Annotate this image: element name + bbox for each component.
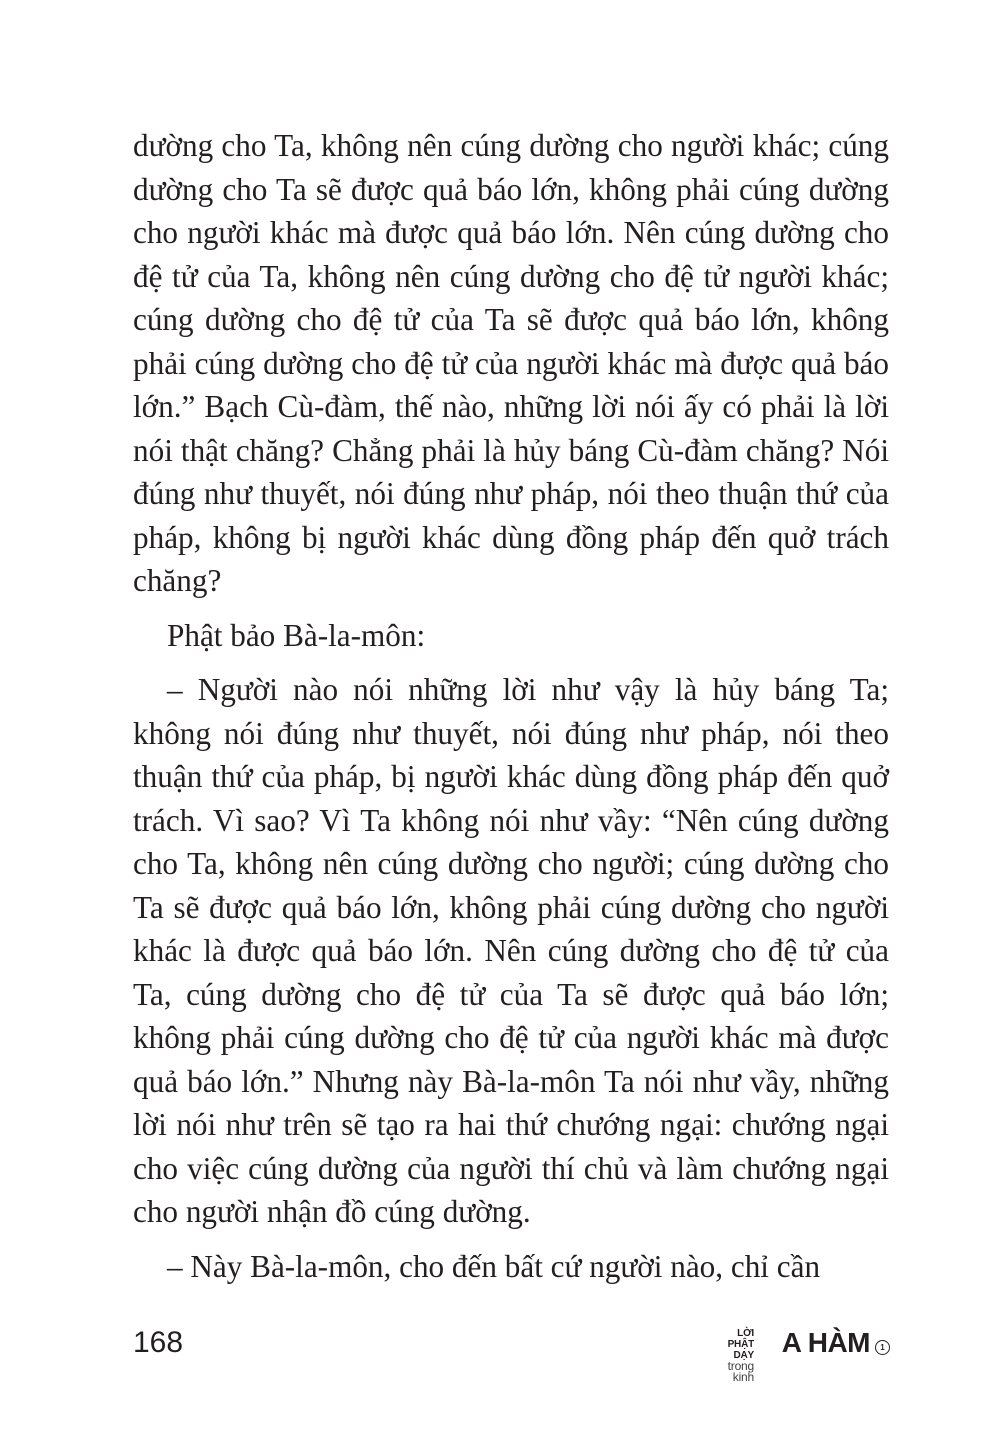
body-text — [133, 124, 889, 1299]
brand-subtitle — [728, 1328, 754, 1383]
brand-title: A HÀM — [781, 1327, 870, 1358]
paragraph-closing: – Này Bà-la-môn, cho đến bất cứ người nào, chỉ cần — [167, 1248, 821, 1284]
paragraph-buddha-reply: – Người nào nói những lời như vậy là hủy báng Ta; không nói đúng như thuyết, nói đúng như pháp, nói theo thuận thứ của pháp, bị người khác dùng đồng pháp đến quở trách. Vì sao? Vì Ta không nói như vầy: “Nên cúng dường cho Ta, không nên cúng dường cho người; cúng dường cho Ta sẽ được quả báo lớn, không phải cúng dường cho người khác là được quả báo lớn. Nên cúng dường cho đệ tử của Ta, cúng dường cho đệ tử của Ta sẽ được quả báo lớn; không phải cúng dường cho đệ tử của người khác mà được quả báo lớn.” Nhưng này Bà-la-môn Ta nói như vầy, những lời nói như trên sẽ tạo ra hai thứ chướng ngại: chướng ngại cho việc cúng dường của người thí chủ và làm chướng ngại cho người nhận đồ cúng dường. — [133, 672, 889, 1229]
brand-line-2: trong kinh — [727, 1359, 754, 1384]
page-footer — [133, 1322, 890, 1384]
brand-line-1: LỜI PHẬT DẠY — [727, 1328, 754, 1361]
page-number: 168 — [133, 1326, 184, 1359]
volume-badge-icon: 1 — [875, 1340, 890, 1355]
paragraph-continuation: dường cho Ta, không nên cúng dường cho người khác; cúng dường cho Ta sẽ được quả báo lớn, không phải cúng dường cho người khác mà được quả báo lớn. Nên cúng dường cho đệ tử của Ta, không nên cúng dường cho đệ tử người khác; cúng dường cho đệ tử của Ta sẽ được quả báo lớn, không phải cúng dường cho đệ tử của người khác mà được quả báo lớn.” Bạch Cù-đàm, thế nào, những lời nói ấy có phải là lời nói thật chăng? Chẳng phải là hủy báng Cù-đàm chăng? Nói đúng như thuyết, nói đúng như pháp, nói theo thuận thứ của pháp, không bị người khác dùng đồng pháp đến quở trách chăng? — [133, 128, 889, 598]
paragraph-buddha-speaks: Phật bảo Bà-la-môn: — [167, 617, 426, 653]
